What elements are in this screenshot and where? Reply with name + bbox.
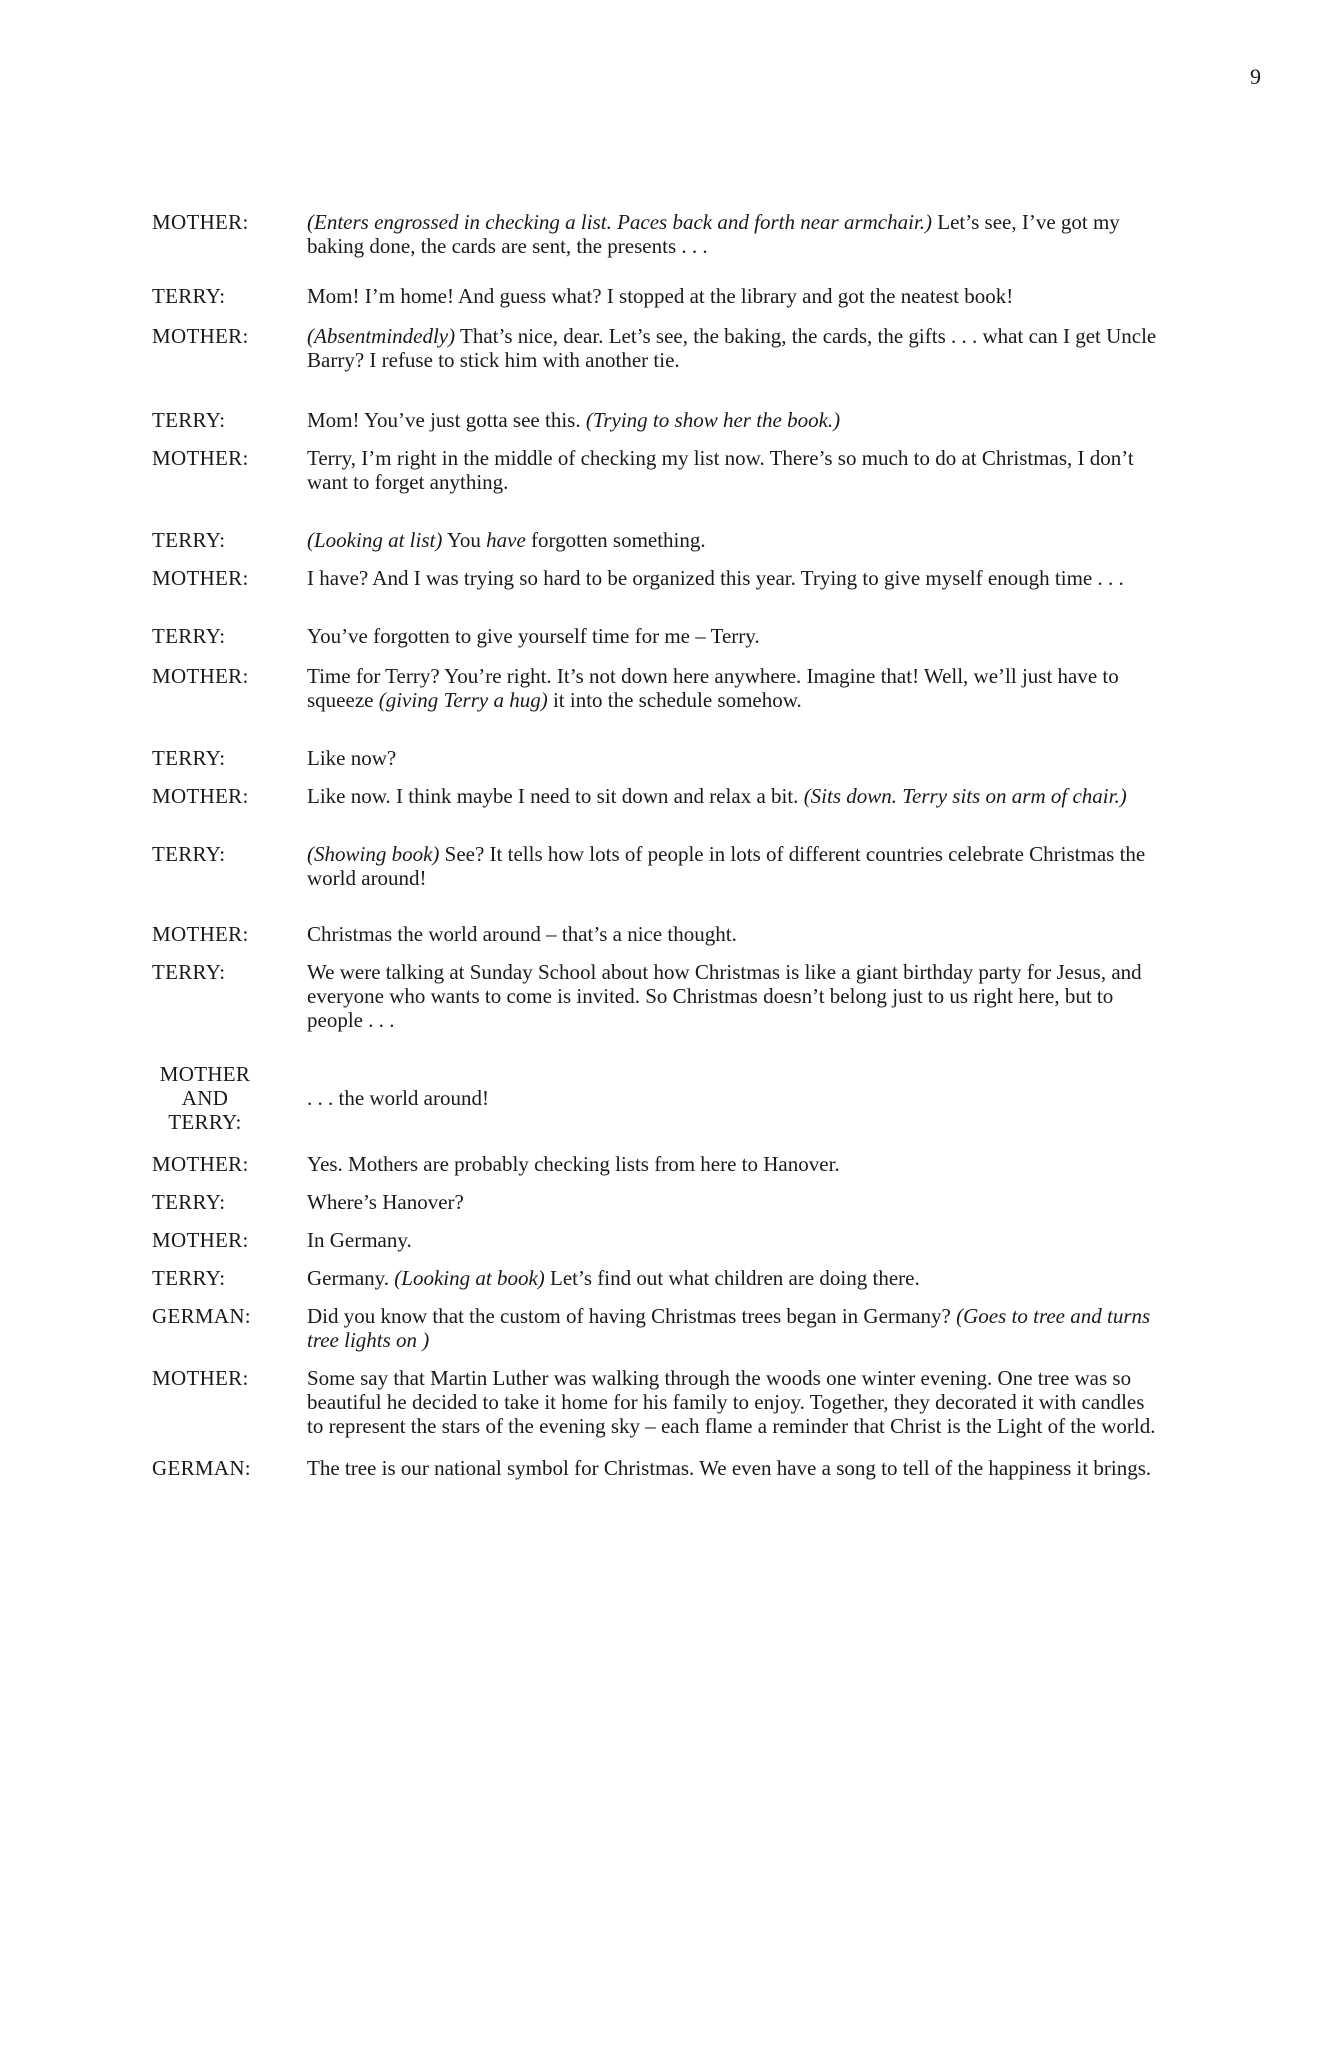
speech-fragment: Let’s see, I’ve got my baking done, the cards are sent, the presents . . . xyxy=(307,210,1120,258)
speech-text xyxy=(307,624,1157,648)
speech-fragment: . . . the world around! xyxy=(307,1086,489,1110)
speaker-name: MOTHER: xyxy=(152,1152,249,1176)
stage-direction: (Trying to show her the book.) xyxy=(585,408,841,432)
speech-fragment: Yes. Mothers are probably checking lists from here to Hanover. xyxy=(307,1152,840,1176)
speech-fragment: Where’s Hanover? xyxy=(307,1190,464,1214)
speech-text xyxy=(307,1366,1157,1438)
dialogue-line xyxy=(0,922,1325,946)
speech-text xyxy=(307,1266,1157,1290)
stage-direction: (Absentmindedly) xyxy=(307,324,456,348)
dialogue-line xyxy=(0,1152,1325,1176)
stage-direction: (giving Terry a hug) xyxy=(378,688,548,712)
speech-text xyxy=(307,1062,1157,1110)
speech-fragment: In Germany. xyxy=(307,1228,412,1252)
stage-direction: (Enters engrossed in checking a list. Paces back and forth near armchair.) xyxy=(307,210,933,234)
stage-direction: (Goes to tree and turns tree lights on ) xyxy=(307,1304,1151,1352)
speech-fragment: it into the schedule somehow. xyxy=(547,688,802,712)
speaker-name: TERRY: xyxy=(152,1266,226,1290)
speech-fragment: Like now. I think maybe I need to sit down and relax a bit. xyxy=(307,784,804,808)
dialogue-line xyxy=(0,1456,1325,1480)
speech-fragment: Like now? xyxy=(307,746,397,770)
dialogue-line xyxy=(0,566,1325,590)
dialogue-line xyxy=(0,784,1325,808)
speaker-name: MOTHER: xyxy=(152,210,249,234)
speech-text xyxy=(307,446,1157,494)
speaker-name: TERRY: xyxy=(152,842,226,866)
speaker-name: MOTHER: xyxy=(152,664,249,688)
dialogue-line xyxy=(0,446,1325,494)
speech-text xyxy=(307,842,1157,890)
speech-fragment: Let’s find out what children are doing there. xyxy=(544,1266,920,1290)
speaker-name: GERMAN: xyxy=(152,1304,251,1328)
speech-fragment: You’ve forgotten to give yourself time for me – Terry. xyxy=(307,624,760,648)
speaker-name: MOTHER: xyxy=(152,566,249,590)
speech-text xyxy=(307,1456,1157,1480)
speech-text xyxy=(307,284,1157,308)
speech-fragment: I have? And I was trying so hard to be organized this year. Trying to give myself enough time . . . xyxy=(307,566,1124,590)
speech-fragment: forgotten something. xyxy=(525,528,706,552)
speech-fragment: Germany. xyxy=(307,1266,395,1290)
speech-fragment: You xyxy=(442,528,487,552)
dialogue-line xyxy=(0,842,1325,890)
stage-direction: have xyxy=(486,528,526,552)
speaker-name: TERRY: xyxy=(152,408,226,432)
speech-fragment: Mom! I’m home! And guess what? I stopped at the library and got the neatest book! xyxy=(307,284,1014,308)
dialogue-line xyxy=(0,664,1325,712)
speech-text xyxy=(307,210,1157,258)
speech-fragment: Some say that Martin Luther was walking through the woods one winter evening. One tree was so beautiful he decided to take it home for his family to enjoy. Together, they decorated it with candles to represent the stars of the evening sky – each flame a reminder that Christ is the Light of the world. xyxy=(307,1366,1156,1438)
speaker-name: TERRY: xyxy=(152,746,226,770)
speech-text xyxy=(307,922,1157,946)
dialogue-line xyxy=(0,1062,1325,1134)
speech-text xyxy=(307,1190,1157,1214)
speech-text xyxy=(307,1304,1157,1352)
dialogue-line xyxy=(0,324,1325,372)
speaker-name: TERRY: xyxy=(152,624,226,648)
speaker-name: TERRY: xyxy=(152,960,226,984)
speech-text xyxy=(307,324,1157,372)
speech-text xyxy=(307,1228,1157,1252)
speech-text xyxy=(307,1152,1157,1176)
speech-text xyxy=(307,960,1157,1032)
speaker-name: MOTHER: xyxy=(152,1366,249,1390)
dialogue-list xyxy=(0,210,1325,1480)
dialogue-line xyxy=(0,1366,1325,1438)
speaker-name: MOTHER: xyxy=(152,324,249,348)
speech-fragment: Time for Terry? You’re right. It’s not down here anywhere. Imagine that! Well, we’ll just have to squeeze xyxy=(307,664,1119,712)
speaker-name: TERRY: xyxy=(152,1190,226,1214)
dialogue-line xyxy=(0,624,1325,648)
speech-text xyxy=(307,784,1157,808)
speech-fragment: See? It tells how lots of people in lots of different countries celebrate Christmas the world around! xyxy=(307,842,1146,890)
speech-fragment: The tree is our national symbol for Christmas. We even have a song to tell of the happiness it brings. xyxy=(307,1456,1152,1480)
dialogue-line xyxy=(0,284,1325,308)
dialogue-line xyxy=(0,210,1325,258)
dialogue-line xyxy=(0,1266,1325,1290)
dialogue-line xyxy=(0,408,1325,432)
speaker-name: MOTHER: xyxy=(152,446,249,470)
stage-direction: (Looking at list) xyxy=(307,528,443,552)
speech-fragment: Terry, I’m right in the middle of checking my list now. There’s so much to do at Christmas, I don’t want to forget anything. xyxy=(307,446,1134,494)
dialogue-line xyxy=(0,1228,1325,1252)
speaker-name: GERMAN: xyxy=(152,1456,251,1480)
speaker-name: MOTHER: xyxy=(152,1228,249,1252)
speech-fragment: Christmas the world around – that’s a nice thought. xyxy=(307,922,737,946)
dialogue-line xyxy=(0,1304,1325,1352)
speaker-name: MOTHER: xyxy=(152,922,249,946)
speaker-name: MOTHER: xyxy=(152,784,249,808)
speech-text xyxy=(307,746,1157,770)
speech-text xyxy=(307,528,1157,552)
dialogue-line xyxy=(0,746,1325,770)
speech-text xyxy=(307,566,1157,590)
dialogue-line xyxy=(0,1190,1325,1214)
dialogue-line xyxy=(0,960,1325,1032)
dialogue-line xyxy=(0,528,1325,552)
speech-fragment: We were talking at Sunday School about how Christmas is like a giant birthday party for Jesus, and everyone who wants to come is invited. So Christmas doesn’t belong just to us right here, but to people . . . xyxy=(307,960,1142,1032)
speech-text xyxy=(307,408,1157,432)
speaker-name: TERRY: xyxy=(152,284,226,308)
speech-fragment: Did you know that the custom of having Christmas trees began in Germany? xyxy=(307,1304,957,1328)
page-number: 9 xyxy=(1250,64,1261,89)
speech-fragment: That’s nice, dear. Let’s see, the baking, the cards, the gifts . . . what can I get Uncle Barry? I refuse to stick him with another tie. xyxy=(307,324,1157,372)
speech-fragment: Mom! You’ve just gotta see this. xyxy=(307,408,586,432)
stage-direction: (Showing book) xyxy=(307,842,440,866)
speech-text xyxy=(307,664,1157,712)
speaker-name: TERRY: xyxy=(152,528,226,552)
stage-direction: (Looking at book) xyxy=(394,1266,545,1290)
stage-direction: (Sits down. Terry sits on arm of chair.) xyxy=(803,784,1127,808)
speaker-name: MOTHER AND TERRY: xyxy=(159,1062,251,1134)
